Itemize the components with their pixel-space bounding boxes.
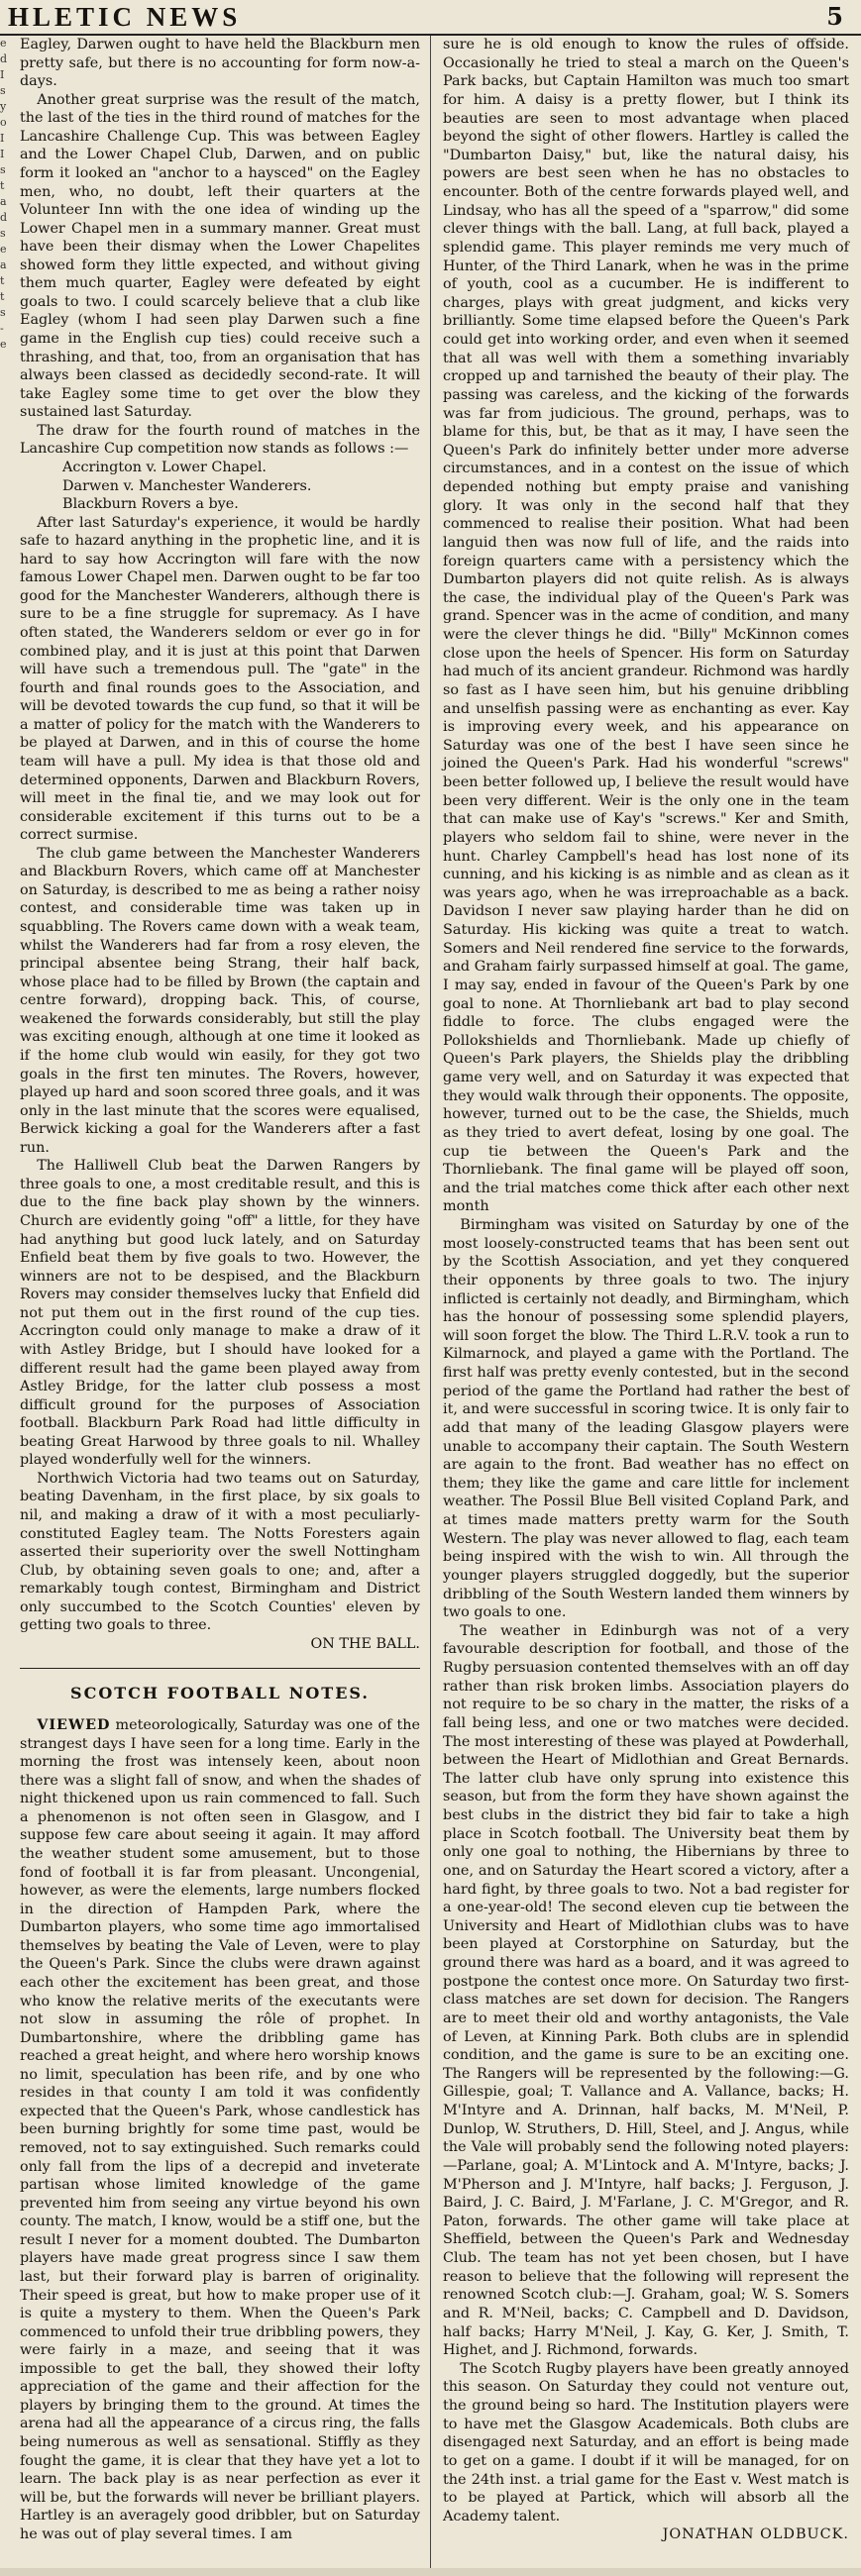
edge-fragment: s — [0, 84, 6, 97]
right-column — [443, 36, 849, 2544]
edge-fragment: a — [0, 195, 7, 208]
article-signature: ON THE BALL. — [310, 1635, 420, 1652]
edge-fragment: s — [0, 227, 6, 240]
article-paragraph: The Scotch Rugby players have been greatly annoyed this season. On Saturday they could not venture out, the ground being so hard. The Institution players were to have met the Glasgow Academicals. Both clubs are disengaged next Saturday, and an effort is being made to get on a game. I doubt if it will be managed, for on the 24th inst. a trial game for the East v. West match is to be played at Partick, which will absorb all the Academy talent. — [443, 2360, 849, 2524]
masthead — [0, 0, 861, 36]
lead-word: VIEWED — [37, 1717, 111, 1734]
article-paragraph: The draw for the fourth round of matches in the Lancashire Cup competition now stands as follows :— — [20, 422, 420, 458]
article-paragraph: Another great surprise was the result of the match, the last of the ties in the third round of matches for the Lancashire Challenge Cup. This was between Eagley and the Lower Chapel Club, Darwen, and on public form it looked an "anchor to a haysced" on the Eagley men, who, no doubt, left their quarters at the Volunteer Inn with the one idea of winding up the Lower Chapel men in a summary manner. Great must have been their dismay when the Lower Chapelites showed form they little expected, and without giving them much quarter, Eagley were defeated by eight goals to two. I could scarcely believe that a club like Eagley (whom I had seen play Darwen such a fine game in the English cup ties) could receive such a thrashing, and that, too, from an organisation that has always been classed as decidedly second-rate. It will take Eagley some time to get over the blow they sustained last Saturday. — [20, 91, 420, 421]
section-heading: SCOTCH FOOTBALL NOTES. — [70, 1683, 370, 1702]
lead-paragraph-text: meteorologically, Saturday was one of the strangest days I have seen for a long time. Early in the morning the frost was intensely keen, about noon there was a slight fall of snow, and when the shades of night thickened upon us rain commenced to fall. Such a phenomenon is not often seen in Glasgow, and I suppose few care about seeing it again. It may afford the weather student some amusement, but to those fond of football it is far from pleasant. Uncongenial, however, as were the elements, large numbers flocked in the direction of Hampden Park, where the Dumbarton players, who some time ago immortalised themselves by beating the Vale of Leven, were to play the Queen's Park. Since the clubs were drawn against each other the excitement has been great, and those who know the relative merits of the executants were not slow in assuming the rôle of prophet. In Dumbartonshire, where the dribbling game has reached a great height, and where hero worship knows no limit, speculation has been rife, and by one who resides in that county I am told it was confidently expected that the Queen's Park, whose candlestick has been burning brightly for some time past, would be removed, not to say extinguished. Such remarks could only fall from the lips of a decrepid and inveterate partisan whose limited knowledge of the game prevented him from seeing any virtue beyond his own county. The match, I know, would be a stiff one, but the result I never for a moment doubted. The Dumbarton players have made great progress since I saw them last, but their forward play is barren of originality. Their speed is great, but how to make proper use of it is quite a mystery to them. When the Queen's Park commenced to unfold their true dribbling powers, they were fairly in a maze, and seeing that it was impossible to get the ball, they showed their lofty appreciation of the game and their affection for the players by bringing them to the ground. At times the arena had all the appearance of a circus ring, the falls being numerous as well as sensational. Stiffly as they fought the game, it is clear that they have yet a lot to learn. The back play is as near perfection as ever it will be, but the forwards will never be brilliant players. Hartley is an averagely good dribbler, but on Saturday he was out of play several times. I am — [20, 1717, 420, 2542]
article-paragraph: sure he is old enough to know the rules of offside. Occasionally he tried to steal a march on the Queen's Park backs, but Captain Hamilton was much too smart for him. A daisy is a pretty flower, but I think its beauties are seen to most advantage when placed beyond the sight of other flowers. Hartley is called the "Dumbarton Daisy," but, like the natural daisy, his powers are best seen when he has no obstacles to encounter. Both of the centre forwards played well, and Lindsay, who has all the speed of a "sparrow," did some clever things with the ball. Lang, at full back, played a splendid game. This player reminds me very much of Hunter, of the Third Lanark, when he was in the prime of youth, cool as a cucumber. He is indifferent to charges, plays with great judgment, and kicks very brilliantly. Some time elapsed before the Queen's Park could get into working order, and even when it seemed that all was well with them a something invariably cropped up and tarnished the beauty of their play. The passing was careless, and the kicking of the forwards was far from judicious. The ground, perhaps, was to blame for this, but, be that as it may, I have seen the Queen's Park do infinitely better under more adverse circumstances, and in a contest on the issue of which depended nothing but empty praise and vanishing glory. It was only in the second half that they commenced to realise their position. What had been languid then was now full of life, and the raids into foreign quarters came with a persistency which the Dumbarton players did not quite relish. As is always the case, the individual play of the Queen's Park was grand. Spencer was in the acme of condition, and many were the clever things he did. "Billy" McKinnon comes close upon the heels of Spencer. His form on Saturday had much of its ancient grandeur. Richmond was hardly so fast as I have seen him, but his genuine dribbling and unselfish passing were as enchanting as ever. Kay is improving every week, and his appearance on Saturday was one of the best I have seen since he joined the Queen's Park. Had his wonderful "screws" been better followed up, I believe the result would have been very different. Weir is the only one in the team that can make use of Kay's "screws." Ker and Smith, players who seldom fail to shine, were never in the hunt. Charley Campbell's head has lost none of its cunning, and his kicking is as nimble and as clean as it was years ago, when he was irreproachable as a back. Davidson I never saw playing harder than he did on Saturday. His kicking was quite a treat to watch. Somers and Neil rendered fine service to the forwards, and Graham fairly surpassed himself at goal. The game, I may say, ended in favour of the Queen's Park by one goal to none. At Thornliebank art bad to play second fiddle to force. The clubs engaged were the Pollokshields and Thornliebank. Made up chiefly of Queen's Park players, the Shields play the dribbling game very well, and on Saturday it was expected that they would walk through their opponents. The opposite, however, turned out to be the case, the Shields, much as they tried to avert defeat, losing by one goal. The cup tie between the Queen's Park and the Thornliebank. The final game will be played off soon, and the trial matches come thick after each other next month — [443, 37, 849, 1215]
article-paragraph: Birmingham was visited on Saturday by one of the most loosely-constructed teams that has been sent out by the Scottish Association, and yet they conquered their opponents by three goals to two. The injury inflicted is certainly not deadly, and Birmingham, which has the honour of possessing some splendid players, will soon forget the blow. The Third L.R.V. took a run to Kilmarnock, and played a game with the Portland. The first half was pretty evenly contested, but in the second period of the game the Portland had rather the best of it, and were successful in scoring twice. It is only fair to add that many of the leading Glasgow players were unable to accompany their captain. The South Western are again to the front. Bad weather has no effect on them; they like the game and care little for inclement weather. The Possil Blue Bell visited Copland Park, and at times made matters pretty warm for the South Western. The play was never allowed to flag, each team being inspired with the wish to win. All through the younger players struggled doggedly, but the superior dribbling of the South Western landed them winners by two goals to one. — [443, 1217, 849, 1621]
draw-list-item: Darwen v. Manchester Wanderers. — [62, 477, 312, 494]
page-number: 5 — [826, 2, 843, 31]
edge-fragment: e — [0, 243, 7, 256]
left-edge-fragments — [0, 36, 12, 2576]
draw-list-item: Blackburn Rovers a bye. — [62, 496, 239, 513]
article-paragraph — [20, 1716, 420, 2543]
left-column — [20, 36, 420, 2543]
edge-fragment: a — [0, 258, 7, 271]
edge-fragment: I — [0, 148, 5, 160]
article-paragraph: Eagley, Darwen ought to have held the Blackburn men pretty safe, but there is no accounting for form now-a-days. — [20, 37, 420, 90]
edge-fragment: s — [0, 163, 6, 176]
section-divider — [20, 1668, 420, 1669]
article-paragraph: Northwich Victoria had two teams out on Saturday, beating Davenham, in the first place, by six goals to nil, and making a draw of it with a most peculiarly-constituted Eagley team. The Notts Foresters again asserted their superiority over the swell Nottingham Club, by obtaining seven goals to one; and, after a remarkably tough contest, Birmingham and District only succumbed to the Scotch Counties' eleven by getting two goals to three. — [20, 1470, 420, 1634]
edge-fragment: s — [0, 306, 6, 319]
article-paragraph: The weather in Edinburgh was not of a very favourable description for football, and those of the Rugby persuasion contented themselves with an off day rather than risk broken limbs. Association players do not require to be so chary in the matter, the risks of a fall being less, and one or two matches were decided. The most interesting of these was played at Powderhall, between the Heart of Midlothian and Great Bernards. The latter club have only sprung into existence this season, but from the form they have shown against the best clubs in the district they bid fair to take a high place in Scotch football. The University beat them by only one goal to nothing, the Hibernians by three to one, and on Saturday the Heart scored a victory, after a hard fight, by three goals to two. Not a bad register for a one-year-old! The second eleven cup tie between the University and Heart of Midlothian clubs was to have been played at Corstorphine on Saturday, but the ground there was hard as a board, and it was agreed to postpone the contest once more. On Saturday two first-class matches are set down for decision. The Rangers are to meet their old and worthy antagonists, the Vale of Leven, at Kinning Park. Both clubs are in splendid condition, and the game is sure to be an exciting one. The Rangers will be represented by the following:—G. Gillespie, goal; T. Vallance and A. Vallance, backs; H. M'Intyre and A. Drinnan, half backs, M. M'Neil, P. Dunlop, W. Struthers, D. Hill, Steel, and J. Angus, while the Vale will probably send the following noted players:—Parlane, goal; A. M'Lintock and A. M'Intyre, backs; J. M'Pherson and J. M'Intyre, half backs; J. Ferguson, J. Baird, J. C. Baird, J. M'Farlane, J. C. M'Gregor, and R. Paton, forwards. The other game will take place at Sheffield, between the Queen's Park and Wednesday Club. The team has not yet been chosen, but I have reason to believe that the following will represent the renowned Scotch club:—J. Graham, goal; W. S. Somers and R. M'Neil, backs; C. Campbell and D. Davidson, half backs; Harry M'Neil, J. Kay, G. Ker, J. Smith, T. Highet, and J. Richmond, forwards. — [443, 1622, 849, 2359]
edge-fragment: d — [0, 211, 8, 224]
article-paragraph: The Halliwell Club beat the Darwen Rangers by three goals to one, a most creditable result, and this is due to the fine back play shown by the winners. Church are evidently going "off" a little, for they have had anything but good luck lately, and on Saturday Enfield beat them by five goals to two. However, the winners are not to be despised, and the Blackburn Rovers may consider themselves lucky that Enfield did not put them out in the first round of the cup ties. Accrington could only manage to make a draw of it with Astley Bridge, but I should have looked for a different result had the game been played away from Astley Bridge, for the latter club possess a most difficult ground for the purposes of Association football. Blackburn Park Road had little difficulty in beating Great Harwood by three goals to nil. Whalley played wonderfully well for the winners. — [20, 1158, 420, 1469]
edge-fragment: t — [0, 290, 5, 303]
edge-fragment: o — [0, 116, 7, 129]
article-paragraph: The club game between the Manchester Wanderers and Blackburn Rovers, which came off at Manchester on Saturday, is described to me as being a rather noisy contest, and considerable time was taken up in squabbling. The Rovers came down with a weak team, whilst the Wanderers had far from a rosy eleven, the principal absentee being Strang, their half back, whose place had to be filled by Brown (the captain and centre forward), dropping back. This, of course, weakened the forwards considerably, but still the play was exciting enough, although at one time it looked as if the home club would win easily, for they got two goals in the first ten minutes. The Rovers, however, played up hard and soon scored three goals, and it was only in the last minute that the scores were equalised, Berwick kicking a goal for the Wanderers after a fast run. — [20, 845, 420, 1156]
draw-list-item: Accrington v. Lower Chapel. — [62, 459, 267, 475]
edge-fragment: t — [0, 179, 5, 192]
edge-fragment: d — [0, 52, 8, 65]
edge-fragment: e — [0, 338, 7, 351]
edge-fragment: y — [0, 100, 7, 113]
edge-fragment: I — [0, 68, 5, 81]
article-paragraph: After last Saturday's experience, it would be hardly safe to hazard anything in the prophetic line, and it is hard to say how Accrington will fare with the now famous Lower Chapel men. Darwen ought to be far too good for the Manchester Wanderers, although there is sure to be a fine struggle for supremacy. As I have often stated, the Wanderers seldom or ever go in for combined play, and it is just at this point that Darwen will have such a tremendous pull. The "gate" in the fourth and final rounds goes to the Association, and will be devoted towards the cup fund, so that it will be a matter of policy for the match with the Wanderers to be played at Darwen, and in this of course the home team will have a pull. My idea is that those old and determined opponents, Darwen and Blackburn Rovers, will meet in the final tie, and we may look out for considerable excitement if this turns out to be a correct surmise. — [20, 514, 420, 844]
edge-fragment: - — [0, 322, 4, 335]
article-signature: JONATHAN OLDBUCK. — [662, 2526, 849, 2543]
page-bottom-edge — [0, 2568, 861, 2576]
column-rule — [430, 36, 431, 2576]
edge-fragment: e — [0, 37, 7, 50]
edge-fragment: t — [0, 274, 5, 287]
masthead-title: HLETIC NEWS — [8, 2, 242, 32]
edge-fragment: I — [0, 132, 5, 145]
